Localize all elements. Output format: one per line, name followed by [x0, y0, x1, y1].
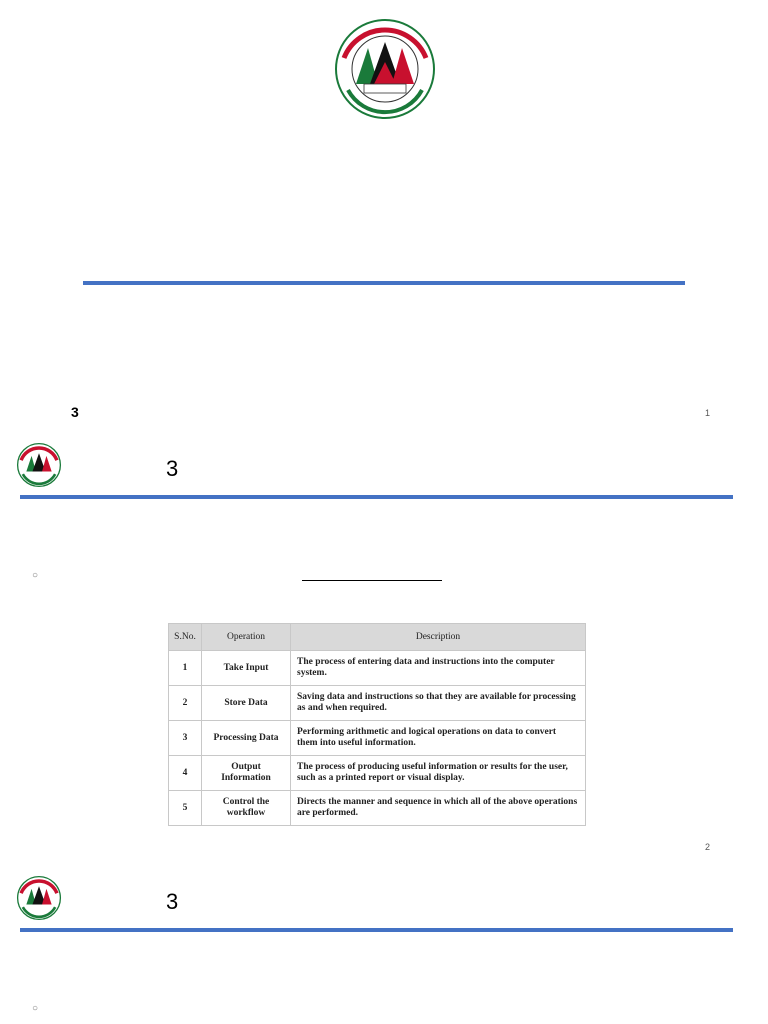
table-row: [169, 686, 586, 721]
bullet: ○: [32, 1003, 39, 1014]
cell-num: 5: [169, 791, 202, 826]
header-sno: S.No.: [169, 624, 202, 651]
cell-operation: Output Information: [202, 756, 291, 791]
table-row: [169, 651, 586, 686]
operations-table: [168, 623, 586, 826]
header-description: Description: [291, 624, 586, 651]
university-logo-small: [15, 875, 63, 921]
slide-title: 3: [166, 889, 179, 914]
cell-num: 3: [169, 721, 202, 756]
table-row: [169, 721, 586, 756]
cell-num: 4: [169, 756, 202, 791]
page-number: 1: [705, 408, 711, 418]
cell-operation: Take Input: [202, 651, 291, 686]
header-rule: [20, 928, 733, 932]
slide-label: 3: [71, 404, 79, 420]
cell-description: The process of producing useful information or results for the user, such as a printed report or visual display.: [291, 756, 586, 791]
university-logo-small: [15, 442, 63, 488]
cell-operation: Processing Data: [202, 721, 291, 756]
underline: [302, 580, 442, 581]
cell-description: Performing arithmetic and logical operations on data to convert them into useful information.: [291, 721, 586, 756]
header-operation: Operation: [202, 624, 291, 651]
bullet: ○: [32, 570, 39, 581]
cell-operation: Store Data: [202, 686, 291, 721]
table-row: [169, 756, 586, 791]
cell-description: Directs the manner and sequence in which all of the above operations are performed.: [291, 791, 586, 826]
cell-description: The process of entering data and instructions into the computer system.: [291, 651, 586, 686]
title-underline: [83, 281, 685, 285]
header-rule: [20, 495, 733, 499]
university-logo: [330, 18, 440, 120]
slide-title: 3: [166, 456, 179, 481]
cell-description: Saving data and instructions so that they are available for processing as and when required.: [291, 686, 586, 721]
table-row: [169, 791, 586, 826]
cell-operation: Control the workflow: [202, 791, 291, 826]
table-header-row: [169, 624, 586, 651]
page-number: 2: [705, 842, 711, 852]
cell-num: 2: [169, 686, 202, 721]
cell-num: 1: [169, 651, 202, 686]
